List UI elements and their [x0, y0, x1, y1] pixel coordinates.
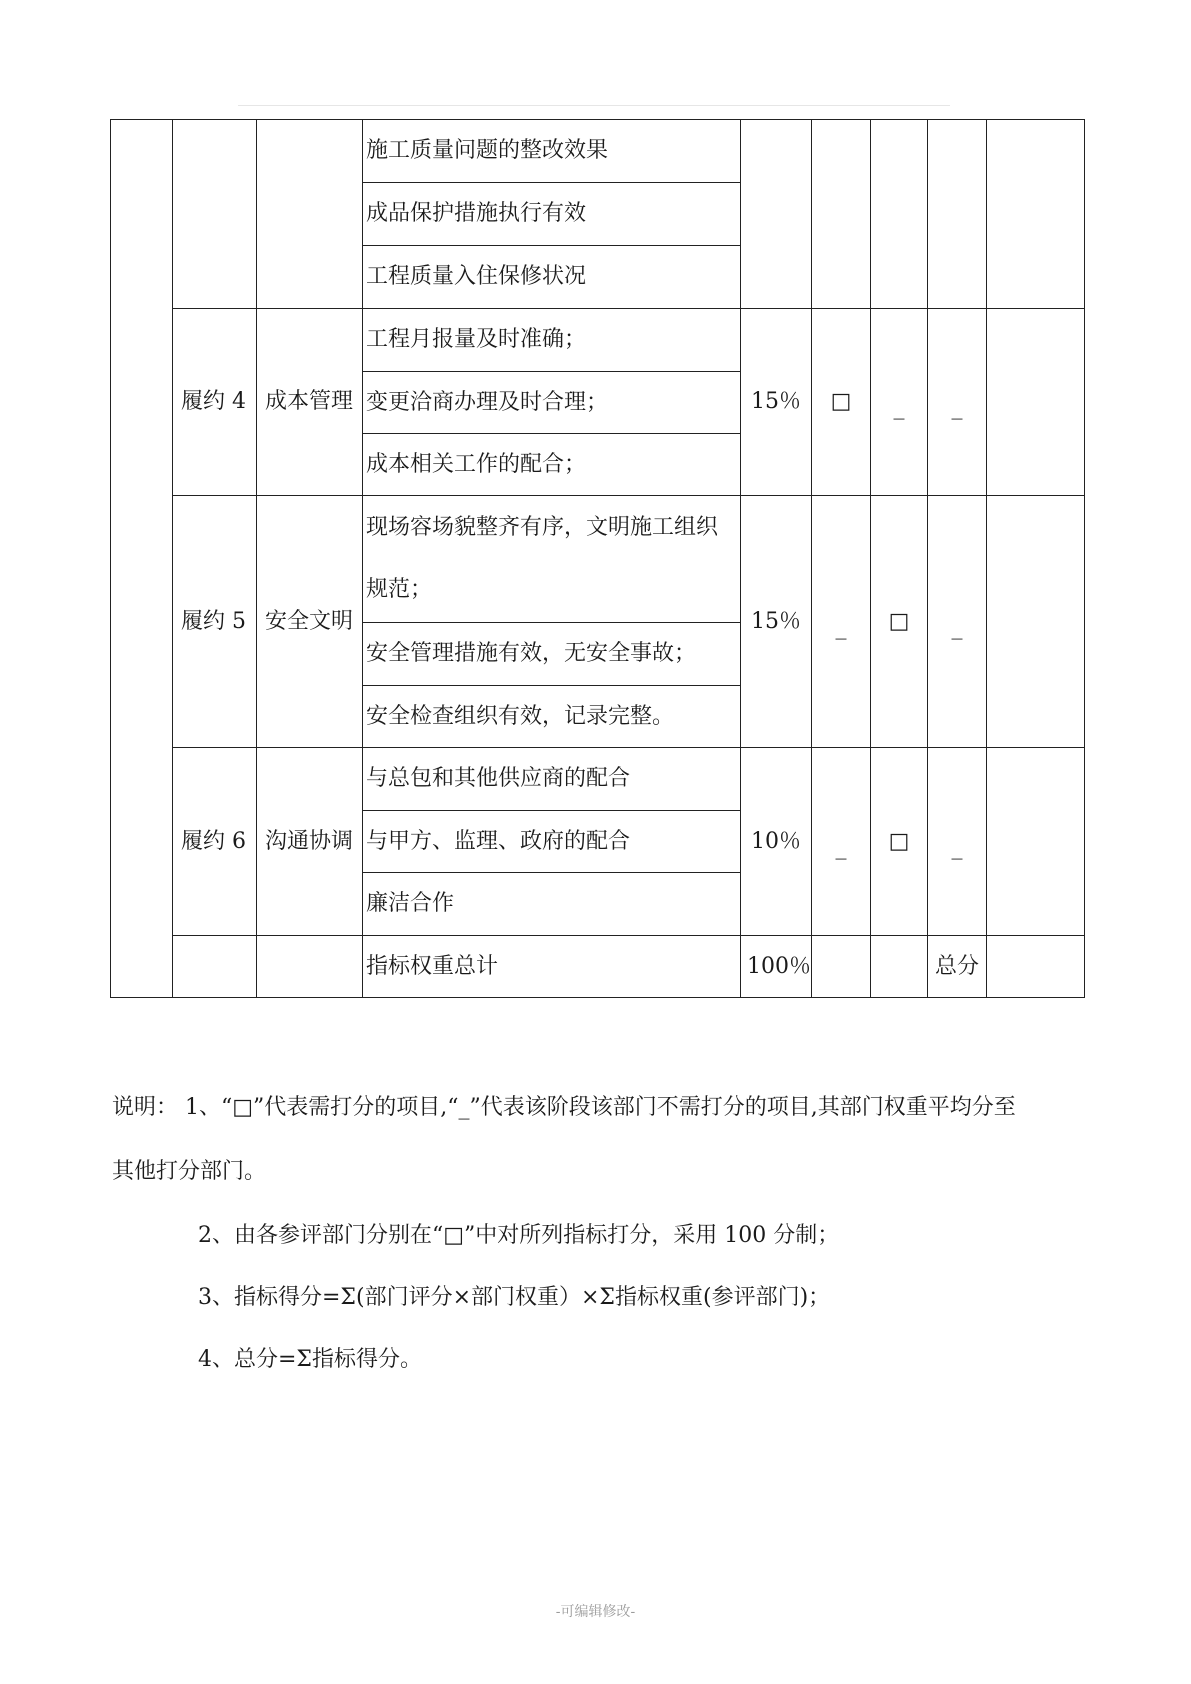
item-cell: 施工质量问题的整改效果 [363, 120, 741, 183]
page-footer: -可编辑修改- [555, 1604, 636, 1620]
mark-cell: □ [871, 748, 928, 936]
score-cell [987, 309, 1085, 496]
total-label: 指标权重总计 [363, 936, 741, 998]
mark-cell: _ [812, 496, 871, 748]
mark-cell: □ [871, 496, 928, 748]
mark-cell: □ [812, 309, 871, 496]
item-cell: 成本相关工作的配合； [363, 434, 741, 496]
item-cell: 廉洁合作 [363, 873, 741, 936]
mark-cell [812, 120, 871, 309]
item-cell: 工程月报量及时准确； [363, 309, 741, 372]
score-cell [987, 496, 1085, 748]
mark-cell [928, 120, 987, 309]
item-cell: 与总包和其他供应商的配合 [363, 748, 741, 811]
item-cell: 安全检查组织有效，记录完整。 [363, 686, 741, 748]
total-score-label: 总分 [928, 936, 987, 998]
mark-cell: _ [928, 496, 987, 748]
item-cell: 与甲方、监理、政府的配合 [363, 811, 741, 873]
total-score-cell [987, 936, 1085, 998]
dept-cell [257, 120, 363, 309]
note-1: 说明： 1、“□”代表需打分的项目,“_”代表该阶段该部门不需打分的项目,其部门权重平均分至 [112, 1095, 1016, 1120]
mark-cell [812, 936, 871, 998]
item-cell: 安全管理措施有效，无安全事故； [363, 623, 741, 686]
mark-cell: _ [871, 309, 928, 496]
mark-cell: _ [812, 748, 871, 936]
mark-cell [871, 936, 928, 998]
dept-cell: 安全文明 [257, 496, 363, 748]
name-cell: 履约 6 [173, 748, 257, 936]
weight-cell: 15％ [741, 309, 812, 496]
weight-cell: 15％ [741, 496, 812, 748]
total-weight: 100％ [741, 936, 812, 998]
score-cell [987, 120, 1085, 309]
item-cell: 工程质量入住保修状况 [363, 246, 741, 309]
name-cell: 履约 4 [173, 309, 257, 496]
category-cell [111, 120, 173, 998]
evaluation-table [110, 119, 1085, 998]
mark-cell: _ [928, 748, 987, 936]
note-2: 2、由各参评部门分别在“□”中对所列指标打分，采用 100 分制； [198, 1223, 840, 1248]
name-cell: 履约 5 [173, 496, 257, 748]
weight-cell [741, 120, 812, 309]
note-4: 4、总分=Σ指标得分。 [198, 1347, 422, 1372]
note-3: 3、指标得分=Σ(部门评分×部门权重）×Σ指标权重(参评部门)； [198, 1285, 831, 1310]
dept-cell: 沟通协调 [257, 748, 363, 936]
name-cell [173, 936, 257, 998]
dept-cell [257, 936, 363, 998]
score-cell [987, 748, 1085, 936]
weight-cell: 10％ [741, 748, 812, 936]
item-cell: 现场容场貌整齐有序，文明施工组织规范； [363, 496, 741, 623]
note-1-continued: 其他打分部门。 [112, 1159, 267, 1184]
header-rule [238, 105, 950, 106]
name-cell [173, 120, 257, 309]
item-cell: 变更洽商办理及时合理； [363, 372, 741, 434]
dept-cell: 成本管理 [257, 309, 363, 496]
item-cell: 成品保护措施执行有效 [363, 183, 741, 246]
mark-cell: _ [928, 309, 987, 496]
mark-cell [871, 120, 928, 309]
